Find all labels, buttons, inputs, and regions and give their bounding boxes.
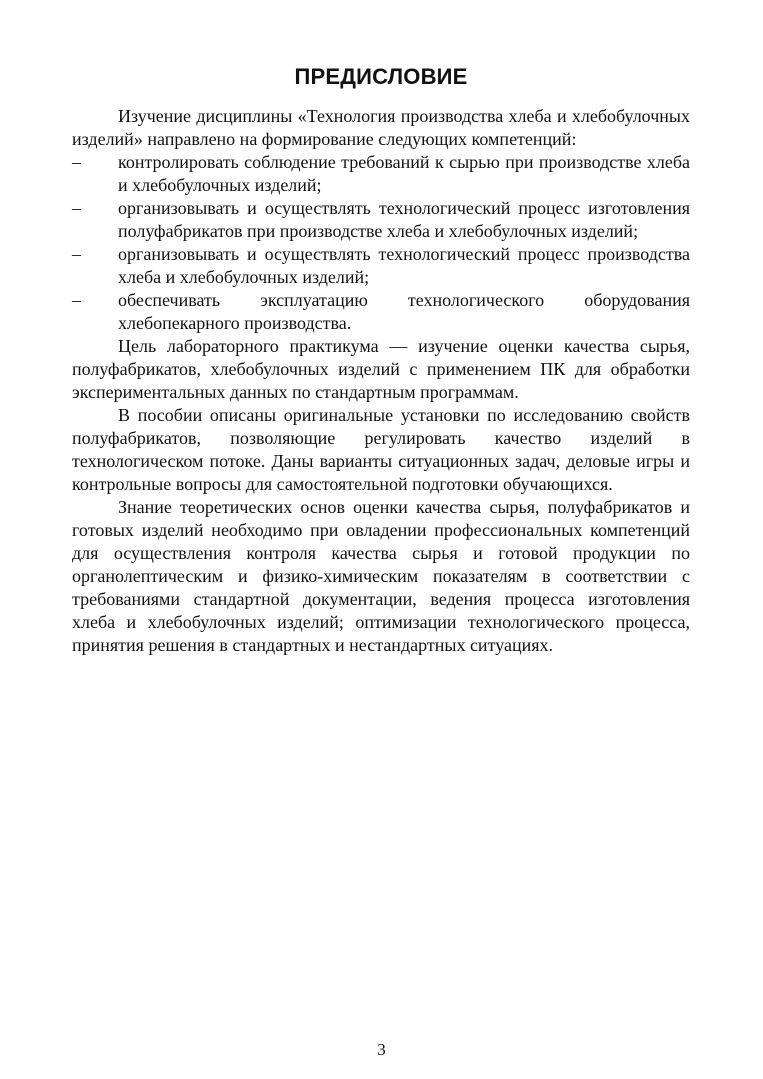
list-bullet: – bbox=[72, 290, 81, 310]
list-bullet: – bbox=[72, 244, 81, 264]
list-item bbox=[72, 289, 690, 335]
list-item bbox=[72, 151, 690, 197]
list-item bbox=[72, 197, 690, 243]
intro-paragraph: Изучение дисциплины «Технология производства хлеба и хлебобулочных изделий» направлено на формирование следующих компетенций: bbox=[72, 106, 690, 149]
list-item bbox=[72, 243, 690, 289]
page-number: 3 bbox=[377, 1040, 386, 1059]
list-item-text: организовывать и осуществлять технологический процесс изготовления полуфабрикатов при производстве хлеба и хлебобулочных изделий; bbox=[118, 198, 690, 241]
document-page bbox=[72, 62, 690, 657]
description-paragraph: В пособии описаны оригинальные установки по исследованию свойств полуфабрикатов, позволяющие регулировать качество изделий в технологическом потоке. Даны варианты ситуационных задач, деловые игры и контрольные вопросы для самостоятельной подготовки обучающихся. bbox=[72, 405, 690, 494]
page-title: ПРЕДИСЛОВИЕ bbox=[294, 64, 468, 89]
list-bullet: – bbox=[72, 198, 81, 218]
list-item-text: обеспечивать эксплуатацию технологического оборудования хлебопекарного производства. bbox=[118, 290, 690, 333]
list-item-text: контролировать соблюдение требований к сырью при производстве хлеба и хлебобулочных изделий; bbox=[118, 152, 690, 195]
conclusion-paragraph: Знание теоретических основ оценки качества сырья, полуфабрикатов и готовых изделий необходимо при овладении профессиональных компетенций для осуществления контроля качества сырья и готовой продукции по органолептическим и физико-химическим показателям в соответствии с требованиями стандартной документации, ведения процесса изготовления хлеба и хлебобулочных изделий; оптимизации технологического процесса, принятия решения в стандартных и нестандартных ситуациях. bbox=[72, 497, 690, 655]
list-bullet: – bbox=[72, 152, 81, 172]
goal-paragraph: Цель лабораторного практикума — изучение оценки качества сырья, полуфабрикатов, хлебобулочных изделий с применением ПК для обработки экспериментальных данных по стандартным программам. bbox=[72, 336, 690, 402]
competency-list bbox=[72, 151, 690, 335]
list-item-text: организовывать и осуществлять технологический процесс производства хлеба и хлебобулочных изделий; bbox=[118, 244, 690, 287]
